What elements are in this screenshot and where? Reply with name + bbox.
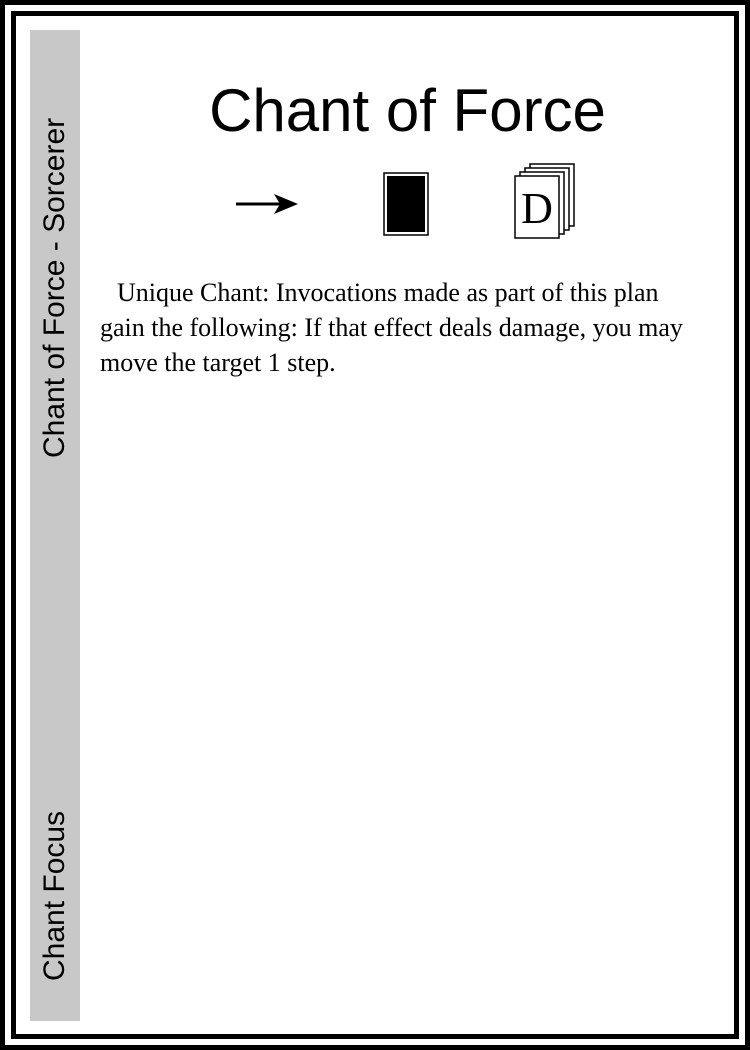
card-icon <box>383 172 429 236</box>
deck-icon <box>513 163 577 243</box>
side-label-card-type: Chant Focus <box>38 810 71 981</box>
side-label-card-class: Chant of Force - Sorcerer <box>38 117 71 458</box>
rules-text: Unique Chant: Invocations made as part of this plan gain the following: If that effect deals damage, you may move the target 1 step. <box>100 278 683 377</box>
cost-icons <box>230 160 590 250</box>
deck-letter: D <box>521 184 553 233</box>
card-title: Chant of Force <box>209 77 606 144</box>
arrow-icon <box>234 190 298 218</box>
